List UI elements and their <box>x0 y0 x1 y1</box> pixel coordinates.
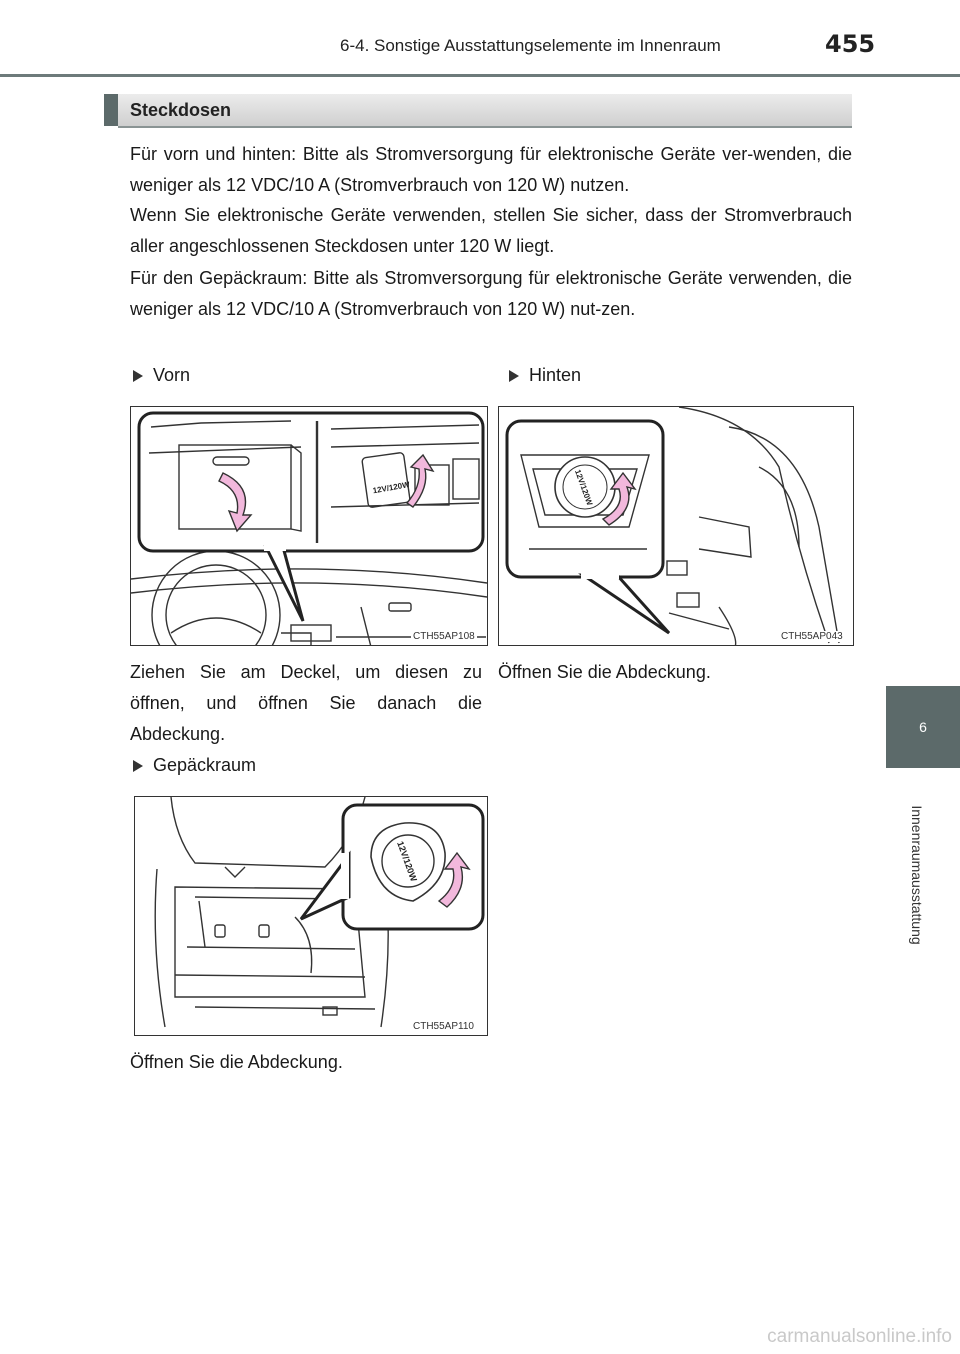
figure-code: CTH55AP043 <box>781 631 843 642</box>
header-rule <box>0 74 960 77</box>
running-header-title: 6-4. Sonstige Ausstattungselemente im Innenraum <box>340 36 721 55</box>
front-socket-text: 12V/120W <box>371 480 411 496</box>
rear-cap-icon <box>555 457 615 517</box>
paragraph-luggage: Für den Gepäckraum: Bitte als Stromversorgung für elektronische Geräte verwenden, die weniger als 12 VDC/10 A (Stromverbrauch von 120 W) nut-zen. <box>130 268 852 319</box>
figure-rear-socket <box>498 406 854 646</box>
figure-code: CTH55AP108 <box>413 631 475 642</box>
triangle-bullet-icon <box>509 370 519 382</box>
triangle-bullet-icon <box>133 370 143 382</box>
page-number: 455 <box>825 30 876 58</box>
figure-code: CTH55AP110 <box>413 1021 474 1032</box>
figure-front-socket <box>130 406 488 646</box>
triangle-bullet-icon <box>133 760 143 772</box>
section-header <box>104 94 852 126</box>
subheading-front <box>133 365 190 386</box>
caption-front: Ziehen Sie am Deckel, um diesen zu öffnen, und öffnen Sie danach die Abdeckung. <box>130 662 482 744</box>
caption-rear: Öffnen Sie die Abdeckung. <box>498 662 711 682</box>
section-title: Steckdosen <box>130 100 232 120</box>
rear-cap-text: 12V/120W <box>572 468 595 507</box>
caption-luggage: Öffnen Sie die Abdeckung. <box>130 1052 343 1072</box>
chapter-label-text: Innenraumausstattung <box>909 805 925 945</box>
subheading-rear-label: Hinten <box>529 365 582 385</box>
subheading-luggage-label: Gepäckraum <box>153 755 257 775</box>
subheading-front-label: Vorn <box>153 365 191 385</box>
front-socket-illustration <box>131 407 488 646</box>
luggage-cap-text: 12V/120W <box>395 839 419 883</box>
chapter-number: 6 <box>919 719 927 735</box>
subheading-luggage <box>133 755 256 776</box>
rear-socket-illustration <box>499 407 854 646</box>
watermark: carmanualsonline.info <box>767 1326 952 1347</box>
paragraph-front-rear: Für vorn und hinten: Bitte als Stromversorgung für elektronische Geräte ver-wenden, die weniger als 12 VDC/10 A (Stromverbrauch von 120 W) nutzen. <box>130 144 852 195</box>
chapter-tab <box>886 686 960 768</box>
chapter-label <box>887 780 947 970</box>
subheading-rear <box>509 365 581 386</box>
luggage-socket-illustration <box>135 797 488 1036</box>
figure-luggage-socket <box>134 796 488 1036</box>
paragraph-total-consumption: Wenn Sie elektronische Geräte verwenden, stellen Sie sicher, dass der Stromverbrauch aller angeschlossenen Steckdosen unter 120 W liegt. <box>130 205 852 256</box>
